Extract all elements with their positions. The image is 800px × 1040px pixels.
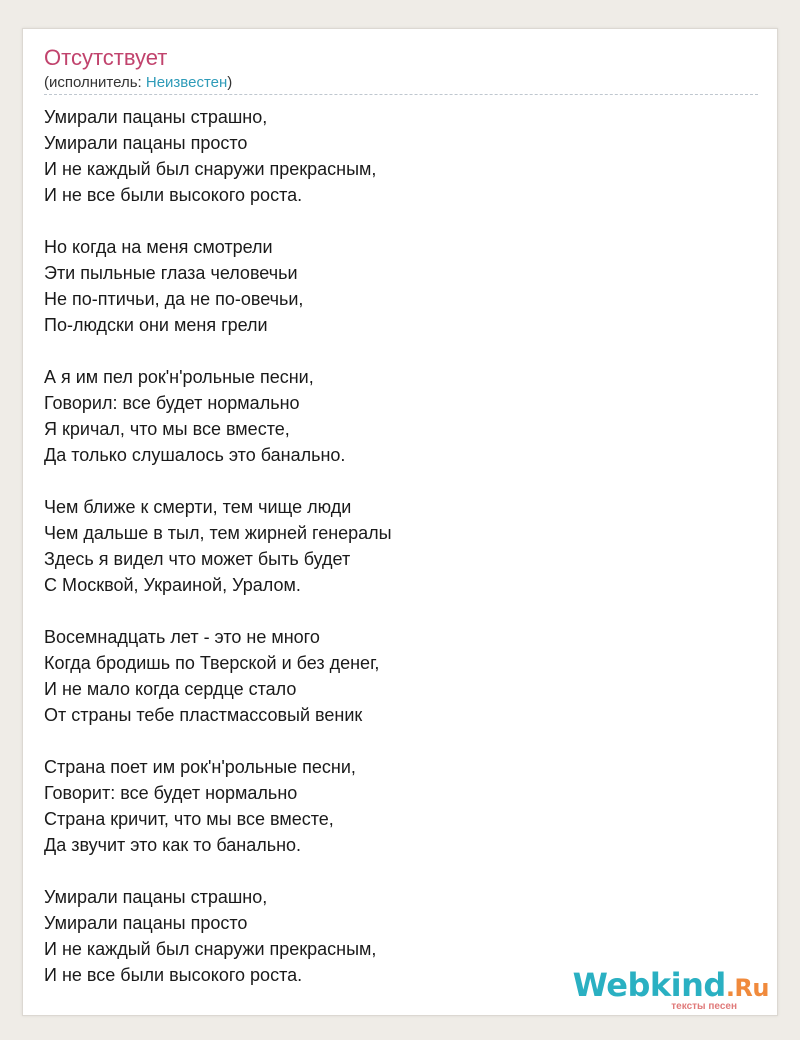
lyric-line: И не каждый был снаружи прекрасным, [44,939,377,959]
lyric-line: С Москвой, Украиной, Уралом. [44,575,301,595]
lyric-line: Страна кричит, что мы все вместе, [44,809,334,829]
lyric-line: Я кричал, что мы все вместе, [44,419,290,439]
logo-tld: .Ru [725,974,769,1002]
lyric-line: Умирали пацаны просто [44,133,248,153]
logo-main-text: Webkind [572,966,726,1004]
lyric-line: По-людски они меня грели [44,315,268,335]
lyric-line: Здесь я видел что может быть будет [44,549,351,569]
lyric-line: И не все были высокого роста. [44,185,303,205]
stanza [44,104,744,208]
lyrics-text [44,104,744,1014]
lyric-line: Восемнадцать лет - это не много [44,627,320,647]
lyric-line: И не каждый был снаружи прекрасным, [44,159,377,179]
stanza [44,754,744,858]
lyric-line: Не по-птичьи, да не по-овечьи, [44,289,304,309]
logo-tagline: тексты песен [671,1001,737,1012]
lyric-line: Чем ближе к смерти, тем чище люди [44,497,352,517]
stanza [44,234,744,338]
logo-wordmark [573,968,769,1005]
lyric-line: Говорил: все будет нормально [44,393,300,413]
stanza [44,494,744,598]
lyric-line: Умирали пацаны просто [44,913,248,933]
lyric-line: Эти пыльные глаза человечьи [44,263,298,283]
artist-link[interactable]: Неизвестен [145,74,228,91]
lyric-line: Когда бродишь по Тверской и без денег, [44,653,380,673]
title-divider [44,94,758,95]
lyric-line: Да только слушалось это банально. [44,445,346,465]
lyric-line: Да звучит это как то банально. [44,835,302,855]
lyric-line: Чем дальше в тыл, тем жирней генералы [44,523,392,543]
lyric-line: Говорит: все будет нормально [44,783,298,803]
lyric-line: И не мало когда сердце стало [44,679,297,699]
artist-prefix: (исполнитель: [44,74,146,91]
lyric-line: Но когда на меня смотрели [44,237,273,257]
lyric-line: А я им пел рок'н'рольные песни, [44,367,314,387]
lyric-line: От страны тебе пластмассовый веник [44,705,363,725]
lyric-line: И не все были высокого роста. [44,965,303,985]
lyrics-card [22,28,778,1016]
song-meta [44,74,232,92]
stanza [44,364,744,468]
site-logo[interactable] [573,968,769,1013]
artist-suffix: ) [227,74,233,91]
lyric-line: Умирали пацаны страшно, [44,107,268,127]
lyric-line: Страна поет им рок'н'рольные песни, [44,757,356,777]
song-title: Отсутствует [44,45,168,70]
stanza [44,624,744,728]
lyric-line: Умирали пацаны страшно, [44,887,268,907]
